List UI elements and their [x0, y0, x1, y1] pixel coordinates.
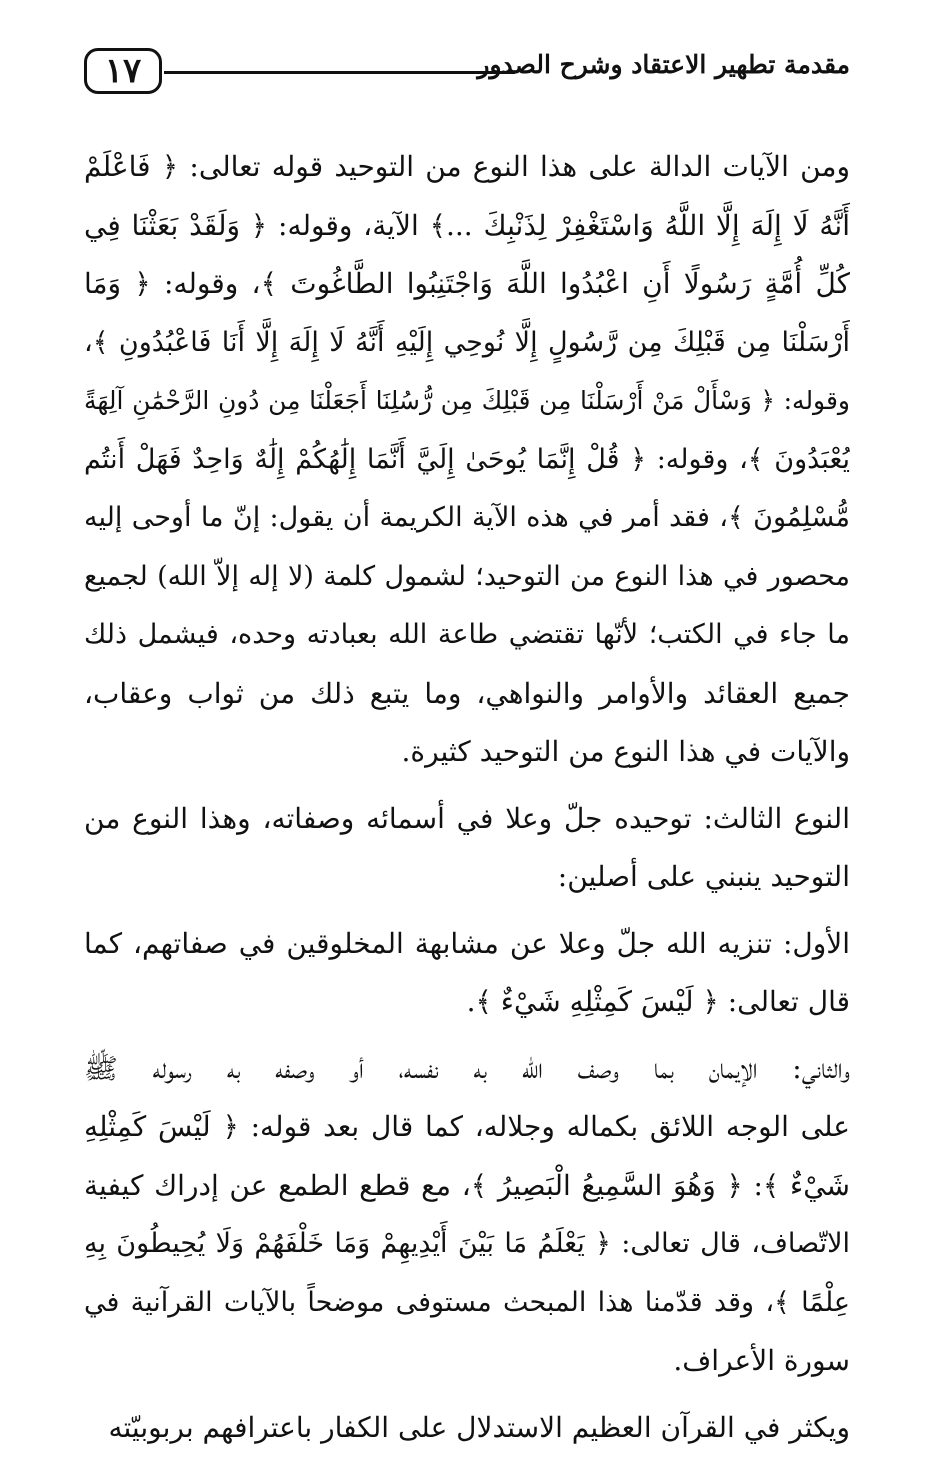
page-number-box	[84, 48, 162, 94]
body-text	[84, 138, 850, 1457]
text-line: يُعْبَدُونَ ﴾، وقوله: ﴿ قُلْ إِنَّمَا يُوحَىٰ إِلَيَّ أَنَّمَا إِلَٰهُكُمْ إِلَٰهٌ وَاحِدٌ فَهَلْ أَنتُم	[84, 431, 850, 490]
text-line: الأول: تنزيه الله جلّ وعلا عن مشابهة المخلوقين في صفاتهم، كما	[84, 915, 850, 974]
text-line: وقوله: ﴿ وَسْأَلْ مَنْ أَرْسَلْنَا مِن قَبْلِكَ مِن رُّسُلِنَا أَجَعَلْنَا مِن دُونِ الرَّحْمَٰنِ آلِهَةً	[84, 372, 850, 431]
text-line: جميع العقائد والأوامر والنواهي، وما يتبع ذلك من ثواب وعقاب،	[84, 665, 850, 724]
text-line: أَرْسَلْنَا مِن قَبْلِكَ مِن رَّسُولٍ إِلَّا نُوحِي إِلَيْهِ أَنَّهُ لَا إِلَهَ إِلَّا أَنَا فَاعْبُدُونِ ﴾،	[84, 314, 850, 373]
text-line: محصور في هذا النوع من التوحيد؛ لشمول كلمة (لا إله إلاّ الله) لجميع	[84, 548, 850, 607]
text-line: ويكثر في القرآن العظيم الاستدلال على الكفار باعترافهم بربوبيّته	[84, 1399, 850, 1457]
text-line: ما جاء في الكتب؛ لأنّها تقتضي طاعة الله بعبادته وحده، فيشمل ذلك	[84, 606, 850, 665]
text-line: شَيْءٌ ﴾: ﴿ وَهُوَ السَّمِيعُ الْبَصِيرُ ﴾، مع قطع الطمع عن إدراك كيفية	[84, 1157, 850, 1216]
text-line: التوحيد ينبني على أصلين:	[84, 848, 850, 907]
text-line: عِلْمًا ﴾، وقد قدّمنا هذا المبحث مستوفى موضحاً بالآيات القرآنية في	[84, 1274, 850, 1333]
running-title: مقدمة تطهير الاعتقاد وشرح الصدور	[477, 50, 850, 79]
text-line: ومن الآيات الدالة على هذا النوع من التوحيد قوله تعالى: ﴿ فَاعْلَمْ	[84, 138, 850, 197]
text-line: الاتّصاف، قال تعالى: ﴿ يَعْلَمُ مَا بَيْنَ أَيْدِيهِمْ وَمَا خَلْفَهُمْ وَلَا يُحِيطُونَ بِهِ	[84, 1215, 850, 1274]
text-line: على الوجه اللائق بكماله وجلاله، كما قال بعد قوله: ﴿ لَيْسَ كَمِثْلِهِ	[84, 1098, 850, 1157]
text-line: أَنَّهُ لَا إِلَهَ إِلَّا اللَّهُ وَاسْتَغْفِرْ لِذَنْبِكَ ...﴾ الآية، وقوله: ﴿ وَلَقَدْ بَعَثْنَا فِي	[84, 197, 850, 256]
text-line: النوع الثالث: توحيده جلّ وعلا في أسمائه وصفاته، وهذا النوع من	[84, 790, 850, 849]
text-line: والثاني: الإيمان بما وصف الله به نفسه، أو وصفه به رسوله ﷺ	[84, 1040, 850, 1099]
text-line: مُّسْلِمُونَ ﴾، فقد أمر في هذه الآية الكريمة أن يقول: إنّ ما أوحى إليه	[84, 489, 850, 548]
page-header	[84, 44, 850, 106]
text-line: كُلِّ أُمَّةٍ رَسُولًا أَنِ اعْبُدُوا اللَّهَ وَاجْتَنِبُوا الطَّاغُوتَ ﴾، وقوله: ﴿ وَمَا	[84, 255, 850, 314]
text-line: والآيات في هذا النوع من التوحيد كثيرة.	[84, 723, 850, 782]
text-line: سورة الأعراف.	[84, 1332, 850, 1391]
text-line: قال تعالى: ﴿ لَيْسَ كَمِثْلِهِ شَيْءٌ ﴾.	[84, 973, 850, 1032]
header-rule	[164, 71, 515, 74]
page-number: ١٧	[105, 54, 142, 88]
